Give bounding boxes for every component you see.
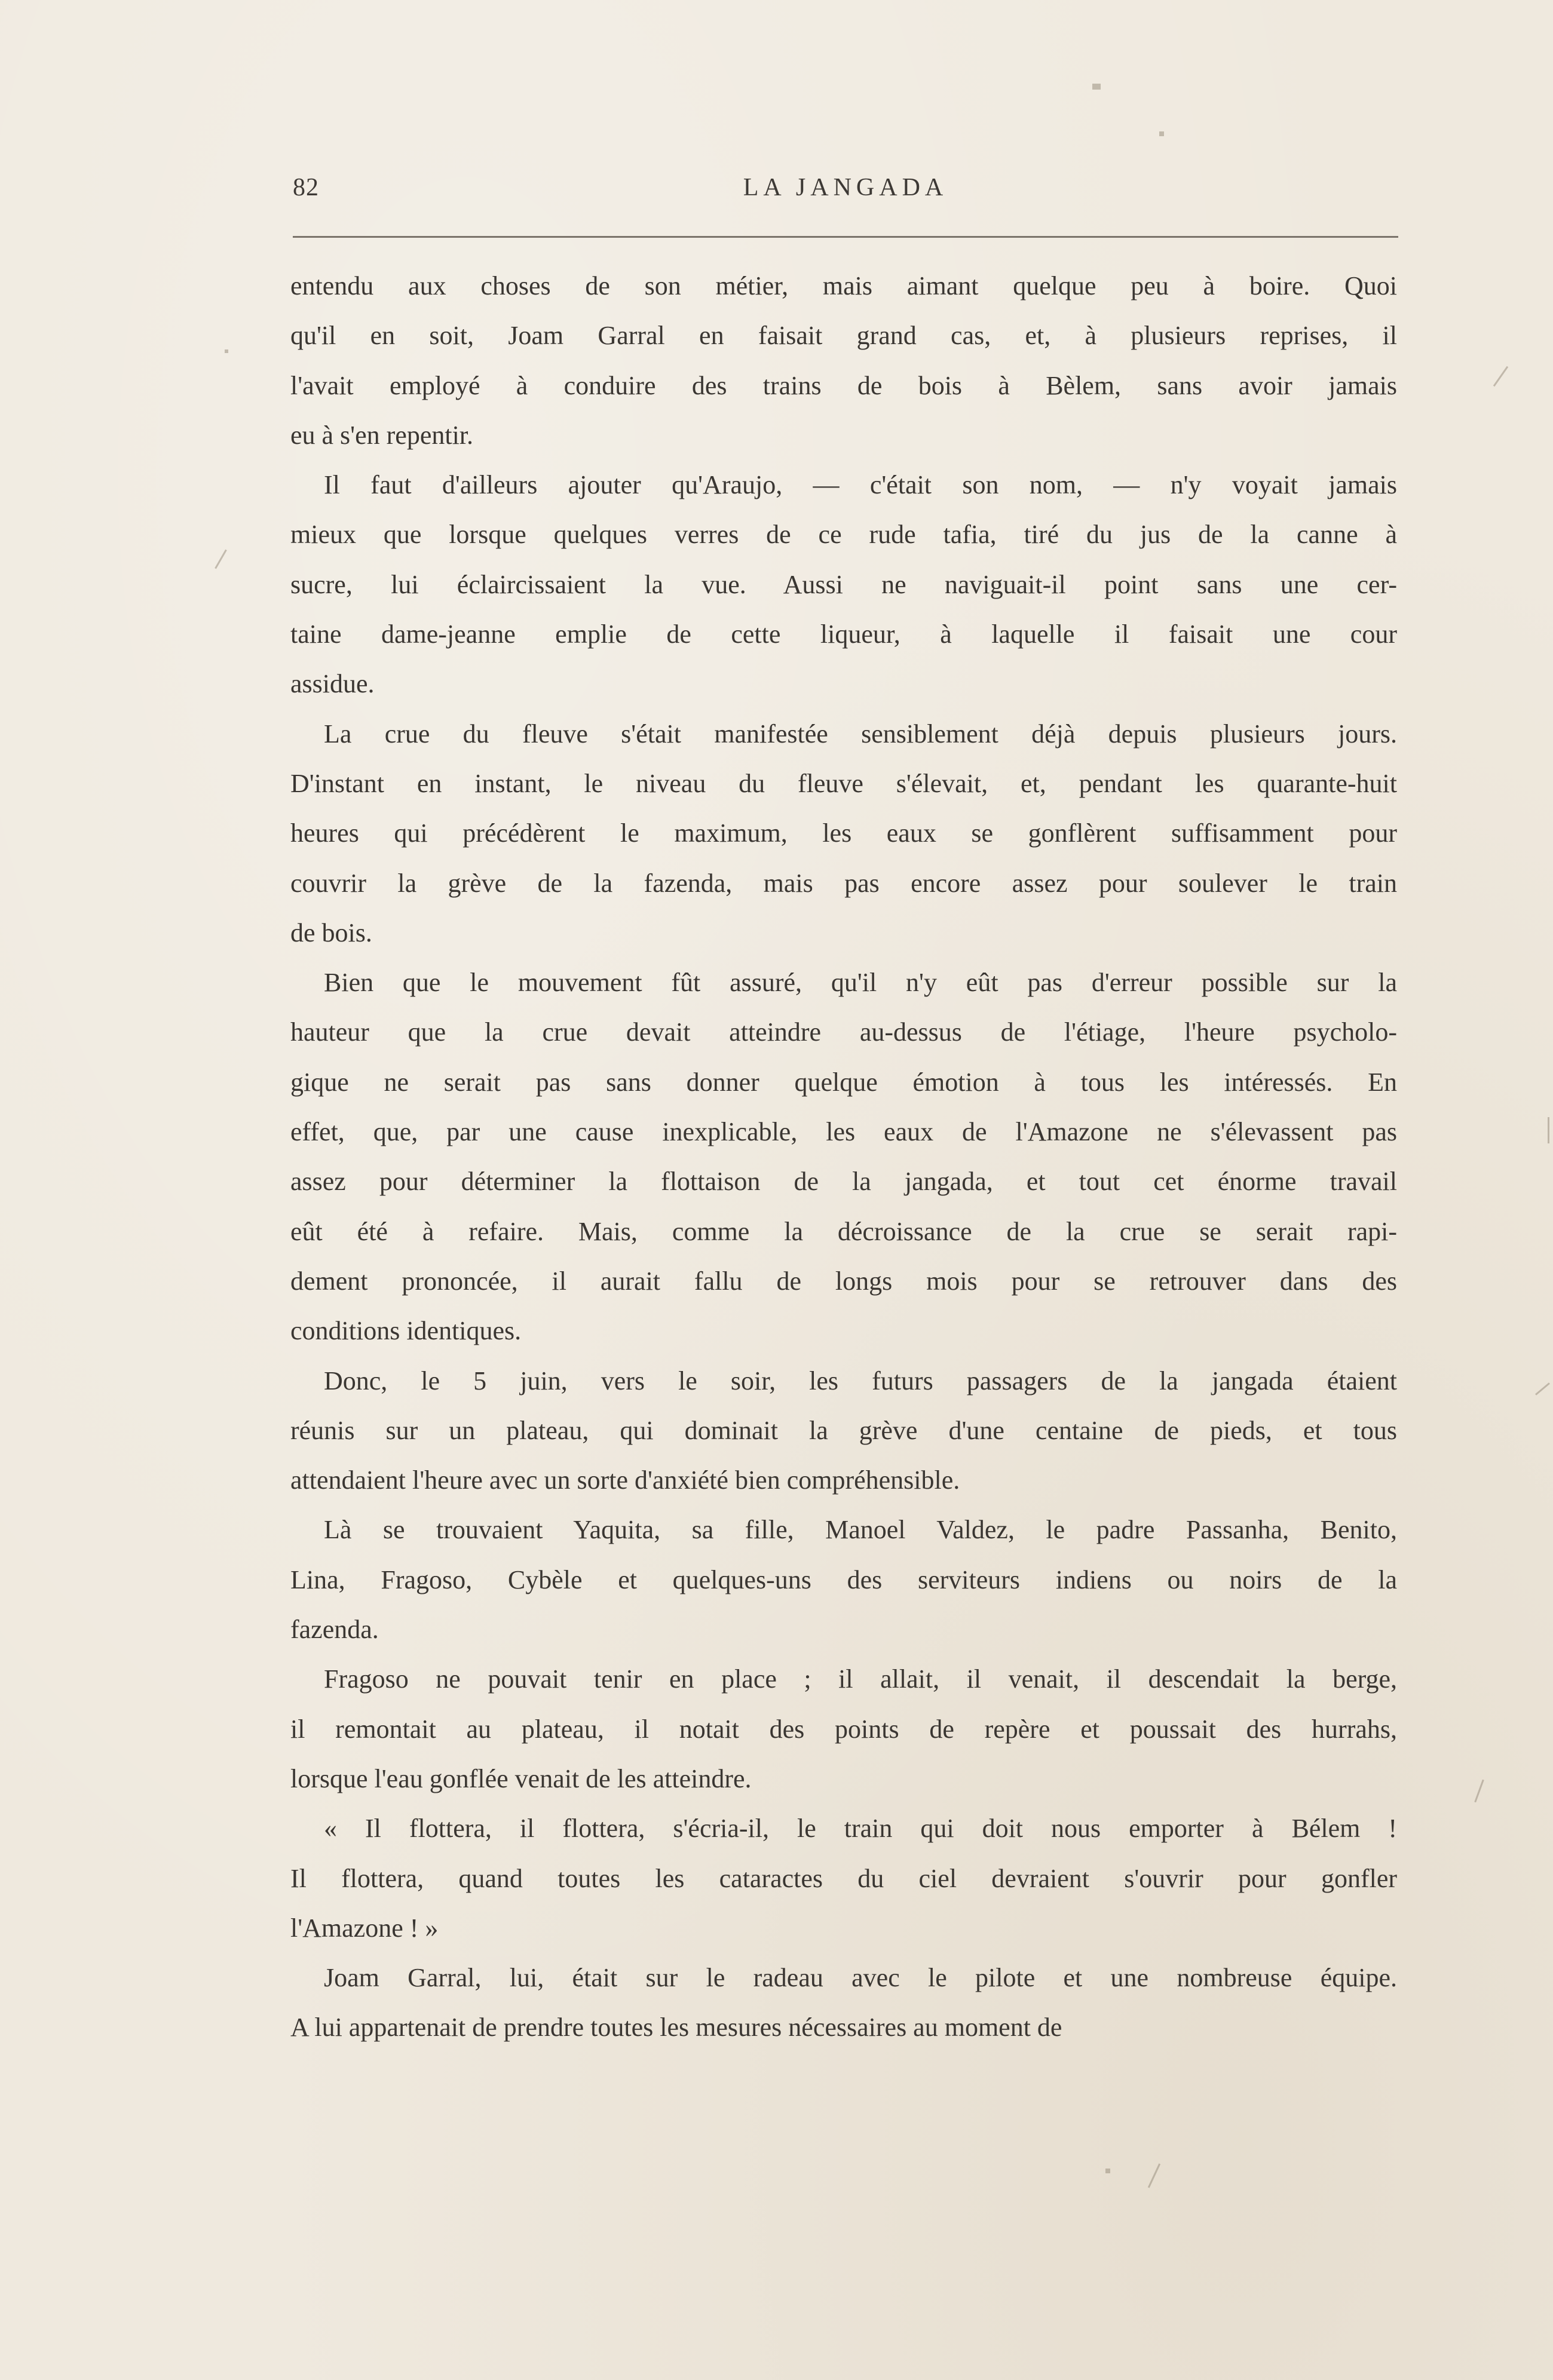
text-line: qu'il en soit, Joam Garral en faisait grand cas, et, à plusieurs reprises, il (290, 321, 1397, 351)
text-line: dement prononcée, il aurait fallu de longs mois pour se retrouver dans des (290, 1266, 1397, 1296)
text-line: Là se trouvaient Yaquita, sa fille, Manoel Valdez, le padre Passanha, Benito, (324, 1515, 1397, 1545)
text-line: La crue du fleuve s'était manifestée sensiblement déjà depuis plusieurs jours. (324, 719, 1397, 749)
text-line: eu à s'en repentir. (290, 420, 474, 450)
text-line: assez pour déterminer la flottaison de la jangada, et tout cet énorme travail (290, 1167, 1397, 1197)
text-line: entendu aux choses de son métier, mais aimant quelque peu à boire. Quoi (290, 271, 1397, 300)
text-line: Il flottera, quand toutes les cataractes du ciel devraient s'ouvrir pour gonfler (290, 1863, 1397, 1893)
text-line: de bois. (290, 918, 372, 947)
paper-speck (1535, 1382, 1550, 1396)
paper-speck (1474, 1780, 1484, 1803)
text-line: réunis sur un plateau, qui dominait la grève d'une centaine de pieds, et tous (290, 1415, 1397, 1445)
running-title: LA JANGADA (743, 174, 948, 201)
text-line: couvrir la grève de la fazenda, mais pas encore assez pour soulever le train (290, 868, 1397, 898)
header-rule (293, 236, 1398, 238)
text-line: conditions identiques. (290, 1316, 522, 1346)
text-line: Joam Garral, lui, était sur le radeau avec le pilote et une nombreuse équipe. (324, 1963, 1397, 1993)
text-line: gique ne serait pas sans donner quelque émotion à tous les intéressés. En (290, 1067, 1397, 1097)
text-line: attendaient l'heure avec un sorte d'anxiété bien compréhensible. (290, 1465, 960, 1495)
paper-speck (1148, 2163, 1160, 2188)
paper-speck (1092, 84, 1101, 90)
text-line: assidue. (290, 669, 375, 699)
text-line: effet, que, par une cause inexplicable, les eaux de l'Amazone ne s'élevassent pas (290, 1117, 1397, 1147)
page-number: 82 (293, 174, 319, 201)
text-line: lorsque l'eau gonflée venait de les atteindre. (290, 1763, 752, 1793)
text-line: Bien que le mouvement fût assuré, qu'il n'y eût pas d'erreur possible sur la (324, 968, 1397, 998)
text-line: fazenda. (290, 1615, 379, 1645)
text-line: eût été à refaire. Mais, comme la décroissance de la crue se serait rapi- (290, 1216, 1397, 1246)
paper-speck (1548, 1117, 1549, 1143)
page-header (293, 173, 1398, 215)
text-line: Donc, le 5 juin, vers le soir, les futurs passagers de la jangada étaient (324, 1366, 1397, 1396)
text-line: l'Amazone ! » (290, 1913, 439, 1943)
text-line: l'avait employé à conduire des trains de bois à Bèlem, sans avoir jamais (290, 370, 1397, 400)
paper-speck (1105, 2169, 1110, 2173)
paper-speck (1159, 131, 1164, 136)
paper-speck (1493, 366, 1508, 387)
text-line: hauteur que la crue devait atteindre au-dessus de l'étiage, l'heure psycholo- (290, 1017, 1397, 1047)
text-line: D'instant en instant, le niveau du fleuve s'élevait, et, pendant les quarante-huit (290, 768, 1397, 798)
text-line: il remontait au plateau, il notait des points de repère et poussait des hurrahs, (290, 1714, 1397, 1744)
paper-speck (215, 550, 227, 569)
paper-speck (225, 349, 228, 353)
text-line: mieux que lorsque quelques verres de ce rude tafia, tiré du jus de la canne à (290, 520, 1397, 550)
text-line: sucre, lui éclaircissaient la vue. Aussi ne naviguait-il point sans une cer- (290, 569, 1397, 599)
text-line: A lui appartenait de prendre toutes les mesures nécessaires au moment de (290, 2013, 1062, 2042)
text-line: Fragoso ne pouvait tenir en place ; il allait, il venait, il descendait la berge, (324, 1664, 1397, 1694)
text-line: taine dame-jeanne emplie de cette liqueur, à laquelle il faisait une cour (290, 619, 1397, 649)
text-line: Lina, Fragoso, Cybèle et quelques-uns des serviteurs indiens ou noirs de la (290, 1565, 1397, 1594)
text-line: Il faut d'ailleurs ajouter qu'Araujo, — c'était son nom, — n'y voyait jamais (324, 470, 1397, 500)
text-line: « Il flottera, il flottera, s'écria-il, le train qui doit nous emporter à Bélem ! (324, 1814, 1397, 1844)
body-text (290, 261, 1397, 2053)
text-line: heures qui précédèrent le maximum, les eaux se gonflèrent suffisamment pour (290, 818, 1397, 848)
